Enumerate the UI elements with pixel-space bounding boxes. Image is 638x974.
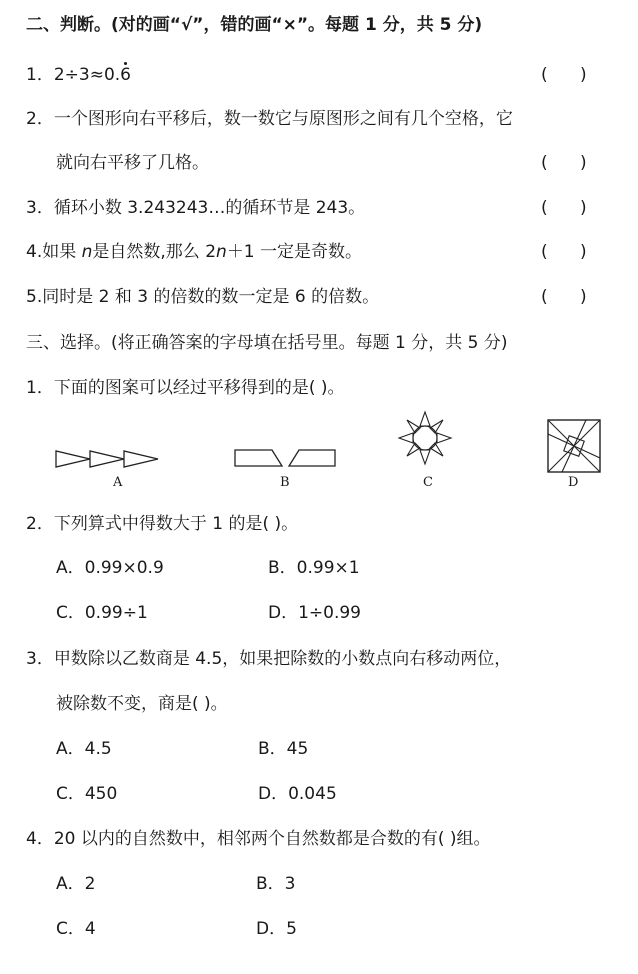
judge-q4-var-n: n: [81, 242, 93, 262]
figure-c-sun: [396, 409, 454, 467]
choice-q3-option-c[interactable]: C．450: [56, 784, 118, 804]
judge-q2-answer-blank[interactable]: ( ): [541, 153, 587, 173]
repeating-digit-value: 6: [120, 65, 131, 85]
judge-q3-answer-blank[interactable]: ( ): [541, 198, 587, 218]
choice-q2: 2．下列算式中得数大于 1 的是( )。: [26, 514, 299, 534]
choice-q2-option-a[interactable]: A．0.99×0.9: [56, 558, 164, 578]
choice-q4: 4．20 以内的自然数中，相邻两个自然数都是合数的有( )组。: [26, 829, 491, 849]
figure-d-pinwheel: [546, 418, 602, 474]
judge-q1-num: 1．: [26, 65, 54, 85]
choice-q3-option-a[interactable]: A．4.5: [56, 739, 112, 759]
choice-q4-option-d[interactable]: D．5: [256, 919, 297, 939]
choice-q4-option-b[interactable]: B．3: [256, 874, 296, 894]
repeating-digit: [120, 64, 131, 86]
choice-q2-option-c[interactable]: C．0.99÷1: [56, 603, 148, 623]
judge-q2-line1: 2．一个图形向右平移后，数一数它与原图形之间有几个空格，它: [26, 109, 513, 129]
choice-q3-option-b[interactable]: B．45: [258, 739, 309, 759]
judge-q1: [26, 64, 131, 86]
sun-ray: [430, 420, 443, 433]
judge-q4-post: ＋1 一定是奇数。: [226, 242, 363, 262]
sun-ray: [420, 450, 430, 464]
figure-b-parallelograms: [232, 446, 338, 470]
judge-q4-pre: 4.如果: [26, 242, 82, 262]
figure-b-label: B: [280, 475, 290, 490]
judge-q5-answer-blank[interactable]: ( ): [541, 287, 587, 307]
parallelogram-1: [235, 450, 282, 466]
choice-q4-option-c[interactable]: C．4: [56, 919, 96, 939]
judge-q1-answer-blank[interactable]: ( ): [541, 65, 587, 85]
sun-circle: [413, 426, 437, 450]
judge-q2-line2: 就向右平移了几格。: [56, 153, 209, 173]
section2-title: 二、判断。(对的画“√”，错的画“×”。每题 1 分，共 5 分): [26, 15, 483, 35]
sun-ray: [407, 443, 420, 456]
figure-a-label: A: [113, 475, 123, 490]
sun-ray: [430, 443, 443, 456]
section3-title: 三、选择。(将正确答案的字母填在括号里。每题 1 分，共 5 分): [26, 333, 508, 353]
choice-q2-option-b[interactable]: B．0.99×1: [268, 558, 360, 578]
sun-ray: [437, 433, 451, 443]
figure-a-triangles: [54, 447, 164, 471]
judge-q4-answer-blank[interactable]: ( ): [541, 242, 587, 262]
figure-c-label: C: [423, 475, 433, 490]
triangle-2: [90, 451, 124, 467]
triangle-3: [124, 451, 158, 467]
triangle-1: [56, 451, 90, 467]
choice-q3-line2: 被除数不变，商是( )。: [56, 694, 228, 714]
judge-q4: [26, 241, 362, 263]
sun-ray: [420, 412, 430, 426]
judge-q4-mid: 是自然数,那么 2: [92, 242, 217, 262]
figure-d-label: D: [568, 475, 579, 490]
judge-q5: 5.同时是 2 和 3 的倍数的数一定是 6 的倍数。: [26, 287, 380, 307]
judge-q4-var-n2: n: [216, 242, 227, 262]
choice-q3-option-d[interactable]: D．0.045: [258, 784, 337, 804]
choice-q2-option-d[interactable]: D．1÷0.99: [268, 603, 362, 623]
choice-q4-option-a[interactable]: A．2: [56, 874, 96, 894]
judge-q3: 3．循环小数 3.243243…的循环节是 243。: [26, 198, 366, 218]
choice-q3-line1: 3．甲数除以乙数商是 4.5，如果把除数的小数点向右移动两位，: [26, 649, 512, 669]
sun-ray: [399, 433, 413, 443]
parallelogram-2: [289, 450, 335, 466]
sun-ray: [407, 420, 420, 433]
choice-q1: 1．下面的图案可以经过平移得到的是( )。: [26, 378, 345, 398]
judge-q1-text: 2÷3≈0.: [53, 65, 121, 85]
